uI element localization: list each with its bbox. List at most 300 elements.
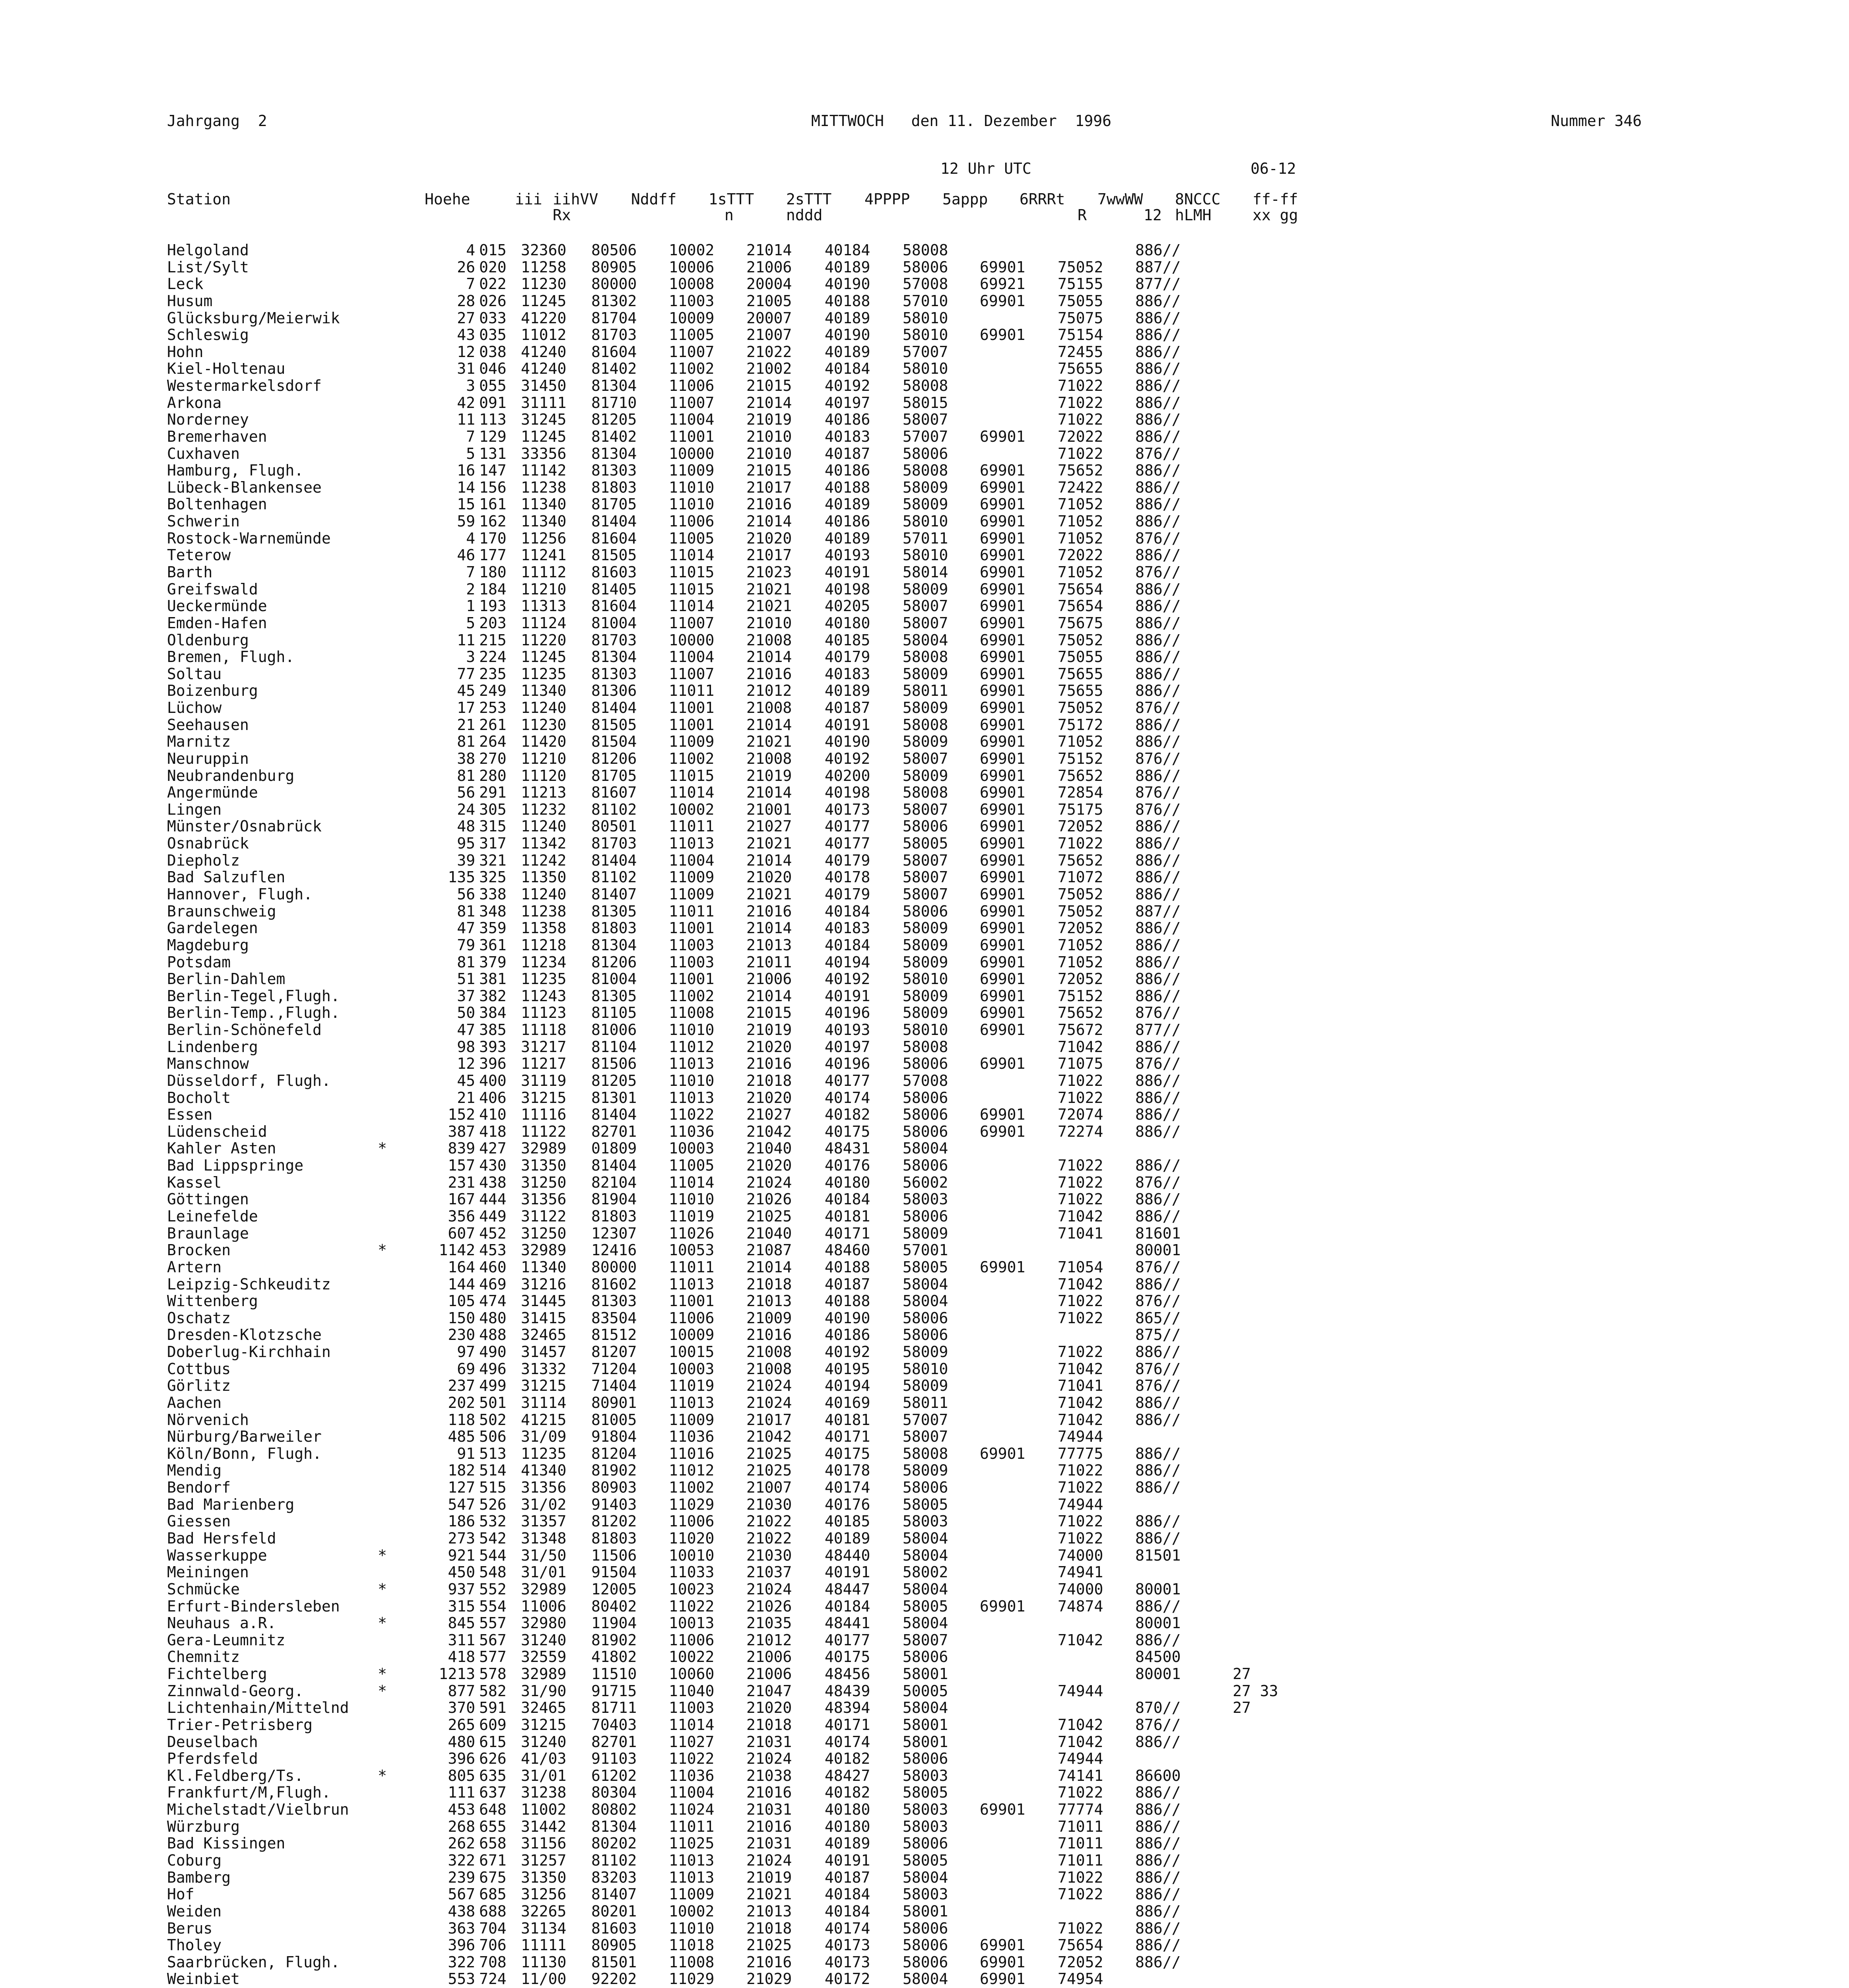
station-id: 526 <box>479 1495 507 1513</box>
group-1sttt: 11016 <box>669 1444 715 1462</box>
group-5appp: 58009 <box>903 1343 948 1361</box>
group-7wwww: 71022 <box>1058 1157 1103 1175</box>
group-nddff: 81512 <box>591 1326 637 1344</box>
group-2sttt: 20004 <box>746 275 792 293</box>
group-iihvv: 41240 <box>521 343 567 361</box>
elevation: 17 <box>457 699 475 717</box>
group-8nccc: 886// <box>1135 1038 1181 1056</box>
group-8nccc: 886// <box>1135 1919 1181 1937</box>
group-nddff: 81404 <box>591 1106 637 1124</box>
group-4pppp: 40189 <box>825 1835 870 1852</box>
group-iihvv: 11122 <box>521 1122 567 1140</box>
group-7wwww: 74000 <box>1058 1546 1103 1564</box>
group-4pppp: 40193 <box>825 546 870 564</box>
group-6rrrt: 69901 <box>980 326 1025 344</box>
station-name: Kl.Feldberg/Ts. <box>167 1767 304 1784</box>
group-7wwww: 71022 <box>1058 1190 1103 1208</box>
station-id: 460 <box>479 1258 507 1276</box>
station-id: 449 <box>479 1208 507 1225</box>
group-iihvv: 32465 <box>521 1326 567 1344</box>
station-id: 038 <box>479 343 507 361</box>
group-1sttt: 11009 <box>669 462 715 480</box>
station-id: 026 <box>479 292 507 310</box>
group-5appp: 58004 <box>903 1614 948 1632</box>
group-1sttt: 11009 <box>669 1885 715 1903</box>
group-5appp: 57001 <box>903 1241 948 1259</box>
group-2sttt: 21031 <box>746 1801 792 1819</box>
group-7wwww: 74944 <box>1058 1750 1103 1768</box>
group-4pppp: 40184 <box>825 902 870 920</box>
elevation: 167 <box>448 1190 475 1208</box>
group-4pppp: 40173 <box>825 1936 870 1954</box>
group-nddff: 81105 <box>591 1004 637 1022</box>
group-nddff: 92202 <box>591 1970 637 1988</box>
group-iihvv: 31111 <box>521 394 567 412</box>
group-7wwww: 71072 <box>1058 868 1103 886</box>
group-2sttt: 21021 <box>746 885 792 903</box>
group-7wwww: 71022 <box>1058 1885 1103 1903</box>
col-5appp: 5appp <box>942 190 988 208</box>
group-5appp: 58007 <box>903 1631 948 1649</box>
group-8nccc: 875// <box>1135 1326 1181 1344</box>
group-4pppp: 40189 <box>825 343 870 361</box>
group-iihvv: 11232 <box>521 800 567 818</box>
elevation: 363 <box>448 1919 475 1937</box>
group-4pppp: 40175 <box>825 1444 870 1462</box>
station-name: Lüdenscheid <box>167 1122 267 1140</box>
group-4pppp: 40171 <box>825 1716 870 1734</box>
group-8nccc: 886// <box>1135 1512 1181 1530</box>
group-4pppp: 40177 <box>825 1631 870 1649</box>
group-iihvv: 11342 <box>521 835 567 852</box>
group-7wwww: 71011 <box>1058 1852 1103 1869</box>
group-1sttt: 11029 <box>669 1495 715 1513</box>
group-iihvv: 11240 <box>521 699 567 717</box>
col-1sttt-sub: n <box>724 206 734 224</box>
group-1sttt: 11010 <box>669 478 715 496</box>
group-1sttt: 11005 <box>669 326 715 344</box>
group-5appp: 58006 <box>903 1309 948 1327</box>
station-id: 280 <box>479 767 507 784</box>
group-8nccc: 886// <box>1135 377 1181 395</box>
group-5appp: 58006 <box>903 258 948 276</box>
group-nddff: 81303 <box>591 1292 637 1310</box>
col-8nccc: 8NCCC <box>1175 190 1221 208</box>
col-ff: ff-ff <box>1253 190 1298 208</box>
group-5appp: 58008 <box>903 1444 948 1462</box>
station-name: Berlin-Schönefeld <box>167 1021 322 1039</box>
group-2sttt: 21024 <box>746 1377 792 1395</box>
group-8nccc: 886// <box>1135 919 1181 937</box>
group-4pppp: 48439 <box>825 1682 870 1700</box>
group-4pppp: 40174 <box>825 1733 870 1751</box>
group-4pppp: 48440 <box>825 1546 870 1564</box>
col-iihvv-sub: Rx <box>553 206 571 224</box>
group-nddff: 81404 <box>591 851 637 869</box>
group-nddff: 81207 <box>591 1343 637 1361</box>
group-iihvv: 31450 <box>521 377 567 395</box>
group-7wwww: 75655 <box>1058 682 1103 700</box>
group-8nccc: 886// <box>1135 597 1181 615</box>
group-7wwww: 74944 <box>1058 1428 1103 1446</box>
station-name: Helgoland <box>167 241 249 259</box>
group-4pppp: 40195 <box>825 1360 870 1378</box>
station-id: 671 <box>479 1852 507 1869</box>
elevation: 21 <box>457 1089 475 1107</box>
group-nddff: 80905 <box>591 258 637 276</box>
group-5appp: 58008 <box>903 1038 948 1056</box>
group-5appp: 58004 <box>903 1275 948 1293</box>
station-id: 548 <box>479 1563 507 1581</box>
group-4pppp: 40180 <box>825 614 870 632</box>
group-4pppp: 40187 <box>825 1868 870 1886</box>
group-8nccc: 876// <box>1135 749 1181 767</box>
group-iihvv: 11234 <box>521 953 567 971</box>
group-4pppp: 40190 <box>825 733 870 751</box>
group-nddff: 91715 <box>591 1682 637 1700</box>
group-2sttt: 21018 <box>746 1919 792 1937</box>
group-4pppp: 40191 <box>825 987 870 1005</box>
elevation: 921 <box>448 1546 475 1564</box>
station-name: Emden-Hafen <box>167 614 267 632</box>
elevation: 607 <box>448 1224 475 1242</box>
group-1sttt: 11001 <box>669 919 715 937</box>
group-8nccc: 886// <box>1135 1275 1181 1293</box>
group-iihvv: 32989 <box>521 1665 567 1683</box>
group-nddff: 80202 <box>591 1835 637 1852</box>
group-1sttt: 11004 <box>669 851 715 869</box>
group-nddff: 81303 <box>591 462 637 480</box>
station-name: Erfurt-Bindersleben <box>167 1597 340 1615</box>
station-id: 382 <box>479 987 507 1005</box>
group-4pppp: 40179 <box>825 885 870 903</box>
group-4pppp: 40191 <box>825 716 870 734</box>
group-4pppp: 40187 <box>825 1275 870 1293</box>
group-5appp: 58004 <box>903 1580 948 1598</box>
group-4pppp: 40192 <box>825 970 870 988</box>
group-1sttt: 10013 <box>669 1614 715 1632</box>
station-name: Kahler Asten <box>167 1140 276 1157</box>
station-id: 015 <box>479 241 507 259</box>
group-iihvv: 11230 <box>521 716 567 734</box>
group-iihvv: 11245 <box>521 427 567 445</box>
group-6rrrt: 69901 <box>980 1444 1025 1462</box>
elevation: 262 <box>448 1835 475 1852</box>
group-4pppp: 48447 <box>825 1580 870 1598</box>
group-6rrrt: 69901 <box>980 716 1025 734</box>
group-iihvv: 11235 <box>521 970 567 988</box>
station-name: Lingen <box>167 800 222 818</box>
group-nddff: 81603 <box>591 563 637 581</box>
elevation-marker: * <box>378 1614 387 1632</box>
group-5appp: 58008 <box>903 462 948 480</box>
group-1sttt: 11022 <box>669 1750 715 1768</box>
group-nddff: 80905 <box>591 1936 637 1954</box>
elevation: 845 <box>448 1614 475 1632</box>
station-id: 704 <box>479 1919 507 1937</box>
group-2sttt: 21015 <box>746 1004 792 1022</box>
elevation-marker: * <box>378 1140 387 1157</box>
elevation: 45 <box>457 682 475 700</box>
station-name: Manschnow <box>167 1055 249 1073</box>
group-iihvv: 11240 <box>521 885 567 903</box>
group-1sttt: 11005 <box>669 529 715 547</box>
group-iihvv: 31356 <box>521 1479 567 1497</box>
group-5appp: 58008 <box>903 377 948 395</box>
group-4pppp: 40184 <box>825 1885 870 1903</box>
group-nddff: 81501 <box>591 1953 637 1971</box>
group-7wwww: 74954 <box>1058 1970 1103 1988</box>
group-2sttt: 21018 <box>746 1275 792 1293</box>
station-name: Trier-Petrisberg <box>167 1716 313 1734</box>
group-8nccc: 886// <box>1135 241 1181 259</box>
group-1sttt: 11001 <box>669 1292 715 1310</box>
group-1sttt: 10008 <box>669 275 715 293</box>
group-8nccc: 886// <box>1135 1072 1181 1089</box>
station-id: 724 <box>479 1970 507 1988</box>
group-1sttt: 11005 <box>669 1157 715 1175</box>
group-1sttt: 11004 <box>669 648 715 666</box>
elevation: 480 <box>448 1733 475 1751</box>
elevation: 79 <box>457 936 475 954</box>
elevation: 1142 <box>439 1241 475 1259</box>
group-8nccc: 886// <box>1135 1089 1181 1107</box>
station-name: Köln/Bonn, Flugh. <box>167 1444 322 1462</box>
group-8nccc: 887// <box>1135 258 1181 276</box>
group-7wwww: 71052 <box>1058 953 1103 971</box>
col-1sttt: 1sTTT <box>709 190 754 208</box>
station-name: Saarbrücken, Flugh. <box>167 1953 340 1971</box>
group-7wwww: 75652 <box>1058 1004 1103 1022</box>
group-iihvv: 31217 <box>521 1038 567 1056</box>
station-name: Norderney <box>167 411 249 429</box>
group-2sttt: 21014 <box>746 851 792 869</box>
group-1sttt: 11006 <box>669 1631 715 1649</box>
elevation: 12 <box>457 1055 475 1073</box>
group-nddff: 81703 <box>591 631 637 649</box>
group-4pppp: 40197 <box>825 1038 870 1056</box>
group-1sttt: 11012 <box>669 1038 715 1056</box>
group-5appp: 58006 <box>903 1157 948 1175</box>
group-2sttt: 21021 <box>746 733 792 751</box>
group-8nccc: 886// <box>1135 1190 1181 1208</box>
group-iihvv: 11217 <box>521 1055 567 1073</box>
elevation: 31 <box>457 360 475 378</box>
station-id: 577 <box>479 1648 507 1666</box>
group-iihvv: 31415 <box>521 1309 567 1327</box>
group-5appp: 58006 <box>903 1089 948 1107</box>
group-iihvv: 41/03 <box>521 1750 567 1768</box>
group-6rrrt: 69901 <box>980 749 1025 767</box>
station-id: 147 <box>479 462 507 480</box>
group-2sttt: 21047 <box>746 1682 792 1700</box>
group-4pppp: 40196 <box>825 1055 870 1073</box>
group-6rrrt: 69901 <box>980 902 1025 920</box>
group-4pppp: 40185 <box>825 1512 870 1530</box>
group-1sttt: 11003 <box>669 292 715 310</box>
group-4pppp: 40174 <box>825 1479 870 1497</box>
group-2sttt: 21016 <box>746 1817 792 1835</box>
group-nddff: 81304 <box>591 1817 637 1835</box>
group-nddff: 81206 <box>591 953 637 971</box>
station-name: Kassel <box>167 1173 222 1191</box>
station-id: 578 <box>479 1665 507 1683</box>
station-id: 501 <box>479 1394 507 1411</box>
group-iihvv: 31156 <box>521 1835 567 1852</box>
group-2sttt: 21009 <box>746 1309 792 1327</box>
group-iihvv: 32989 <box>521 1580 567 1598</box>
elevation: 273 <box>448 1530 475 1547</box>
elevation: 396 <box>448 1936 475 1954</box>
elevation: 231 <box>448 1173 475 1191</box>
elevation: 43 <box>457 326 475 344</box>
station-name: Lindenberg <box>167 1038 258 1056</box>
group-1sttt: 11011 <box>669 817 715 835</box>
group-1sttt: 10053 <box>669 1241 715 1259</box>
group-iihvv: 31240 <box>521 1631 567 1649</box>
group-iihvv: 11210 <box>521 580 567 598</box>
group-1sttt: 11015 <box>669 563 715 581</box>
group-7wwww: 71022 <box>1058 1072 1103 1089</box>
group-7wwww: 75175 <box>1058 800 1103 818</box>
group-nddff: 91504 <box>591 1563 637 1581</box>
group-iihvv: 11006 <box>521 1597 567 1615</box>
group-6rrrt: 69901 <box>980 513 1025 530</box>
elevation: 150 <box>448 1309 475 1327</box>
group-6rrrt: 69901 <box>980 1970 1025 1988</box>
group-nddff: 80501 <box>591 817 637 835</box>
station-name: Barth <box>167 563 213 581</box>
group-iihvv: 11118 <box>521 1021 567 1039</box>
elevation: 77 <box>457 665 475 683</box>
group-2sttt: 21016 <box>746 1326 792 1344</box>
group-iihvv: 11245 <box>521 292 567 310</box>
group-7wwww: 71042 <box>1058 1716 1103 1734</box>
group-5appp: 58010 <box>903 1360 948 1378</box>
group-4pppp: 40192 <box>825 749 870 767</box>
group-5appp: 58008 <box>903 648 948 666</box>
group-8nccc: 886// <box>1135 309 1181 327</box>
group-2sttt: 21013 <box>746 936 792 954</box>
station-id: 655 <box>479 1817 507 1835</box>
group-7wwww: 71075 <box>1058 1055 1103 1073</box>
group-7wwww: 75055 <box>1058 292 1103 310</box>
elevation-marker: * <box>378 1546 387 1564</box>
station-id: 091 <box>479 394 507 412</box>
group-2sttt: 21040 <box>746 1224 792 1242</box>
group-1sttt: 11025 <box>669 1835 715 1852</box>
group-5appp: 58015 <box>903 394 948 412</box>
group-nddff: 81405 <box>591 580 637 598</box>
station-id: 469 <box>479 1275 507 1293</box>
group-8nccc: 80001 <box>1135 1580 1181 1598</box>
group-nddff: 80304 <box>591 1784 637 1802</box>
elevation: 370 <box>448 1699 475 1717</box>
group-iihvv: 32989 <box>521 1140 567 1157</box>
group-1sttt: 11011 <box>669 902 715 920</box>
group-1sttt: 11009 <box>669 868 715 886</box>
group-2sttt: 21018 <box>746 1716 792 1734</box>
group-5appp: 58004 <box>903 1699 948 1717</box>
group-8nccc: 886// <box>1135 1343 1181 1361</box>
group-iihvv: 31215 <box>521 1716 567 1734</box>
group-2sttt: 21020 <box>746 1699 792 1717</box>
group-1sttt: 11013 <box>669 1394 715 1411</box>
group-4pppp: 40184 <box>825 1902 870 1920</box>
station-name: Schleswig <box>167 326 249 344</box>
group-5appp: 58003 <box>903 1817 948 1835</box>
group-7wwww: 71011 <box>1058 1835 1103 1852</box>
group-iihvv: 32265 <box>521 1902 567 1920</box>
elevation: 81 <box>457 767 475 784</box>
group-5appp: 58010 <box>903 513 948 530</box>
group-8nccc: 886// <box>1135 1208 1181 1225</box>
group-6rrrt: 69901 <box>980 936 1025 954</box>
group-8nccc: 886// <box>1135 835 1181 852</box>
group-2sttt: 21024 <box>746 1173 792 1191</box>
group-nddff: 81004 <box>591 970 637 988</box>
station-id: 321 <box>479 851 507 869</box>
group-iihvv: 31356 <box>521 1190 567 1208</box>
group-6rrrt: 69901 <box>980 597 1025 615</box>
group-6rrrt: 69901 <box>980 1258 1025 1276</box>
group-7wwww: 75052 <box>1058 258 1103 276</box>
group-4pppp: 40205 <box>825 597 870 615</box>
group-iihvv: 11235 <box>521 665 567 683</box>
group-iihvv: 11142 <box>521 462 567 480</box>
group-nddff: 81206 <box>591 749 637 767</box>
group-iihvv: 31457 <box>521 1343 567 1361</box>
group-nddff: 81407 <box>591 1885 637 1903</box>
elevation: 111 <box>448 1784 475 1802</box>
group-2sttt: 21030 <box>746 1546 792 1564</box>
group-2sttt: 21027 <box>746 817 792 835</box>
group-6rrrt: 69901 <box>980 1953 1025 1971</box>
elevation: 805 <box>448 1767 475 1784</box>
group-8nccc: 886// <box>1135 1852 1181 1869</box>
group-2sttt: 21018 <box>746 1072 792 1089</box>
group-iihvv: 31/02 <box>521 1495 567 1513</box>
col-iii: iii <box>515 190 542 208</box>
group-8nccc: 81601 <box>1135 1224 1181 1242</box>
station-name: Düsseldorf, Flugh. <box>167 1072 331 1089</box>
group-1sttt: 11020 <box>669 1530 715 1547</box>
group-4pppp: 40190 <box>825 275 870 293</box>
group-4pppp: 40193 <box>825 1021 870 1039</box>
group-nddff: 81711 <box>591 1699 637 1717</box>
elevation: 2 <box>466 580 475 598</box>
group-6rrrt: 69901 <box>980 1004 1025 1022</box>
group-nddff: 81205 <box>591 1072 637 1089</box>
header-issue-number: Nummer 346 <box>1551 112 1642 130</box>
elevation: 37 <box>457 987 475 1005</box>
group-5appp: 58007 <box>903 411 948 429</box>
group-iihvv: 31250 <box>521 1224 567 1242</box>
group-8nccc: 886// <box>1135 478 1181 496</box>
group-6rrrt: 69901 <box>980 1122 1025 1140</box>
group-iihvv: 31442 <box>521 1817 567 1835</box>
group-7wwww: 71052 <box>1058 936 1103 954</box>
group-5appp: 58008 <box>903 241 948 259</box>
group-8nccc: 876// <box>1135 1258 1181 1276</box>
group-nddff: 81404 <box>591 1157 637 1175</box>
group-iihvv: 31215 <box>521 1089 567 1107</box>
group-1sttt: 11019 <box>669 1208 715 1225</box>
group-5appp: 58009 <box>903 1004 948 1022</box>
elevation: 237 <box>448 1377 475 1395</box>
group-4pppp: 40190 <box>825 1309 870 1327</box>
group-5appp: 58009 <box>903 665 948 683</box>
